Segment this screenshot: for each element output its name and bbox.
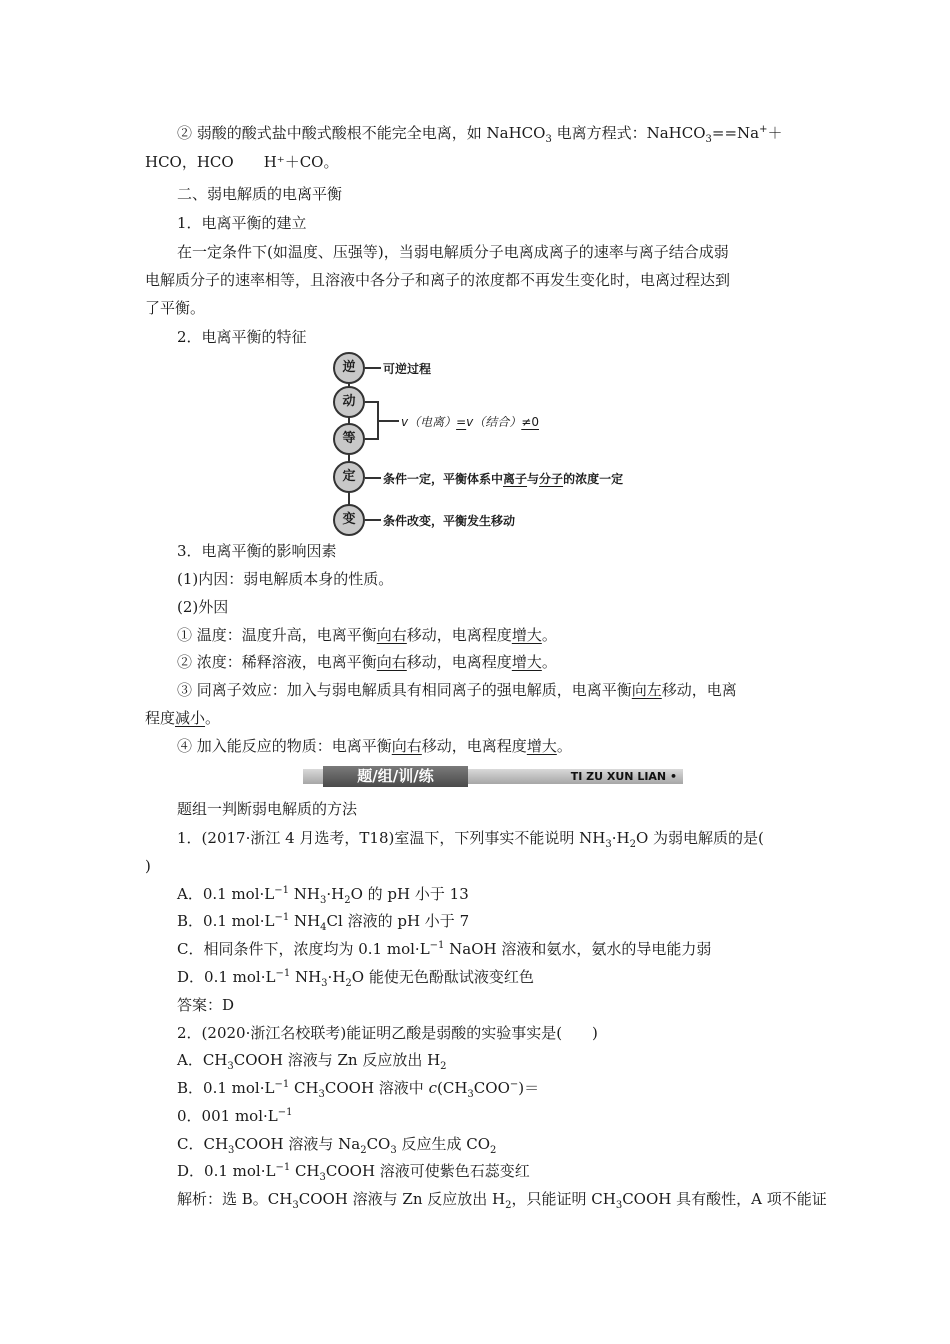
factor-common-ion: ③ 同离子效应：加入与弱电解质具有相同离子的强电解质，电离平衡向左移动，电离: [177, 681, 737, 699]
equilibrium-features-diagram: [333, 349, 673, 534]
subsection-title: 1．电离平衡的建立: [177, 214, 307, 232]
factor-concentration: ② 浓度：稀释溶液，电离平衡向右移动，电离程度增大。: [177, 653, 557, 671]
bisulfate-line-2: HCO，HCO H⁺＋CO。: [145, 153, 339, 171]
answer: 答案：D: [177, 996, 235, 1014]
q2-option-c: C．$CH_3COOH$ 溶液与 $Na_2CO_3$ 反应生成 $CO_2$: [177, 1135, 497, 1156]
outer-factor: (2)外因: [177, 598, 229, 616]
factor-reactant: ④ 加入能反应的物质：电离平衡向右移动，电离程度增大。: [177, 737, 572, 755]
banner-title: 题/组/训/练: [323, 766, 468, 787]
label-equal-rates: v（电离）=v（结合）≠0: [401, 415, 539, 429]
subsection-title: 2．电离平衡的特征: [177, 328, 307, 346]
node-equal: 等: [333, 423, 365, 455]
subsection-title: 3．电离平衡的影响因素: [177, 542, 337, 560]
node-change: 变: [333, 504, 365, 536]
node-fixed: 定: [333, 461, 365, 493]
label-reversible: 可逆过程: [383, 362, 432, 376]
factor-temperature: ① 温度：温度升高，电离平衡向右移动，电离程度增大。: [177, 626, 557, 644]
q2-option-b-cont: 0．001 $mol\cdot L^{-1}$: [177, 1107, 293, 1125]
inner-factor: (1)内因：弱电解质本身的性质。: [177, 570, 394, 588]
paragraph-line: 电解质分子的速率相等，且溶液中各分子和离子的浓度都不再发生变化时，电离过程达到: [145, 271, 731, 289]
explanation: 解析：选 B。$CH_3COOH$ 溶液与 Zn 反应放出 $H_2$，只能证明 $CH_3COOH$ 具有酸性，A 项不能证: [177, 1190, 827, 1211]
group-title: 题组一判断弱电解质的方法: [177, 800, 358, 818]
section-title: 二、弱电解质的电离平衡: [177, 185, 343, 203]
paragraph-line: 在一定条件下(如温度、压强等)，当弱电解质分子电离成离子的速率与离子结合成弱: [177, 243, 729, 261]
option-a: A．0.1 $mol\cdot L^{-1}$ $NH_3\cdot H_2O$ 的 pH 小于 13: [177, 885, 469, 906]
bisulfate-line-1: ② 弱酸的酸式盐中酸式酸根不能完全电离，如 NaHCO$_3$ 电离方程式：NaHCO$_3$==Na+＋: [177, 124, 783, 145]
node-reversible: 逆: [333, 352, 365, 384]
node-dynamic: 动: [333, 386, 365, 418]
option-d: D．0.1 $mol\cdot L^{-1}$ $NH_3\cdot H_2O$ 能使无色酚酞试液变红色: [177, 968, 534, 989]
diagram-connector: [365, 519, 381, 521]
factor-common-ion-cont: 程度减小。: [145, 709, 221, 727]
label-fixed: 条件一定，平衡体系中离子与分子的浓度一定: [383, 472, 624, 486]
question-2: 2．(2020·浙江名校联考)能证明乙酸是弱酸的实验事实是( ): [177, 1024, 598, 1042]
q2-option-d: D．0.1 $mol\cdot L^{-1}$ $CH_3COOH$ 溶液可使紫色石蕊变红: [177, 1162, 530, 1183]
diagram-connector: [365, 401, 377, 403]
banner-subtitle: TI ZU XUN LIAN •: [570, 770, 677, 783]
option-c: C．相同条件下，浓度均为 0.1 $mol\cdot L^{-1}$ NaOH 溶液和氨水，氨水的导电能力弱: [177, 940, 712, 958]
diagram-connector: [365, 438, 377, 440]
diagram-connector: [365, 477, 381, 479]
question-1-cont: ): [145, 857, 151, 875]
diagram-connector: [377, 420, 399, 422]
q2-option-b: B．0.1 $mol\cdot L^{-1}$ $CH_3COOH$ 溶液中 $c(CH_3COO^-)=$: [177, 1079, 540, 1100]
question-1: 1．(2017·浙江 4 月选考，T18)室温下，下列事实不能说明 $NH_3\cdot H_2O$ 为弱电解质的是(: [177, 829, 764, 850]
exercise-banner: [303, 766, 683, 787]
diagram-connector: [365, 367, 381, 369]
q2-option-a: A．$CH_3COOH$ 溶液与 Zn 反应放出 $H_2$: [177, 1051, 447, 1072]
option-b: B．0.1 $mol\cdot L^{-1}$ $NH_4Cl$ 溶液的 pH 小于 7: [177, 912, 470, 933]
label-change: 条件改变，平衡发生移动: [383, 514, 516, 528]
paragraph-line: 了平衡。: [145, 299, 206, 317]
